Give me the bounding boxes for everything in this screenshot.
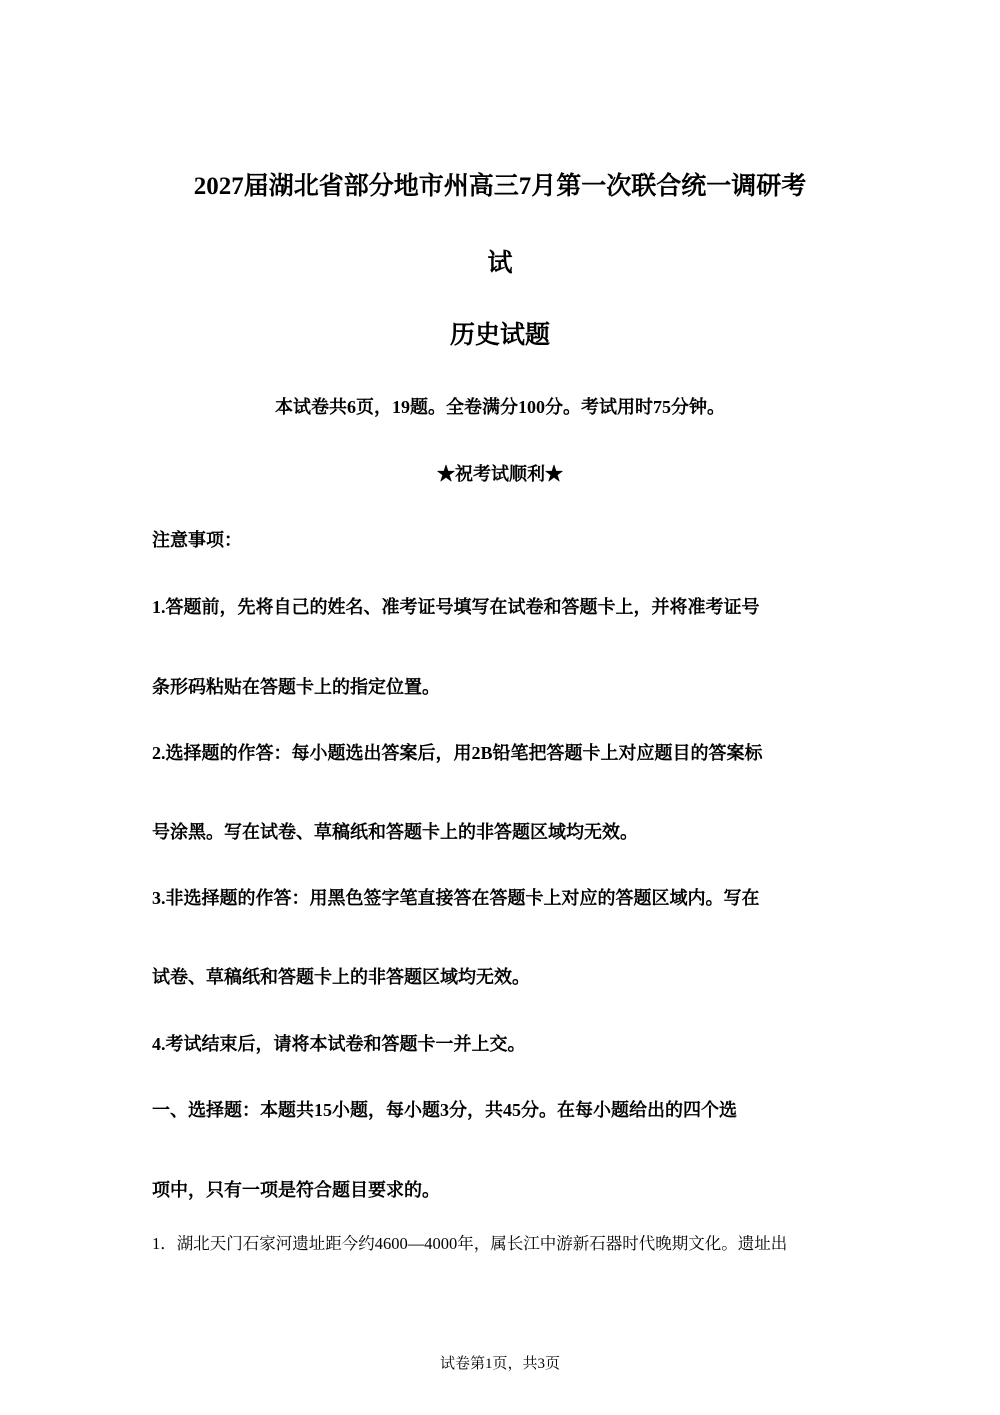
exam-title-line-2: 试: [487, 250, 513, 277]
notice-item-1-line-1: 1.答题前，先将自己的姓名、准考证号填写在试卷和答题卡上，并将准考证号: [152, 597, 760, 617]
question-1-line-1: 1．湖北天门石家河遗址距今约4600—4000年，属长江中游新石器时代晚期文化。遗址出: [152, 1234, 788, 1253]
exam-title-line-1: 2027届湖北省部分地市州高三7月第一次联合统一调研考: [193, 173, 807, 200]
section-1-heading-line-2: 项中，只有一项是符合题目要求的。: [152, 1180, 440, 1200]
exam-info: 本试卷共6页，19题。全卷满分100分。考试用时75分钟。: [275, 397, 725, 417]
notice-item-3-line-2: 试卷、草稿纸和答题卡上的非答题区域均无效。: [152, 967, 530, 987]
notice-item-4: 4.考试结束后，请将本试卷和答题卡一并上交。: [152, 1034, 526, 1054]
notice-item-1-line-2: 条形码粘贴在答题卡上的指定位置。: [152, 677, 440, 697]
section-1-heading-line-1: 一、选择题：本题共15小题，每小题3分，共45分。在每小题给出的四个选: [152, 1100, 737, 1120]
notice-item-2-line-2: 号涂黑。写在试卷、草稿纸和答题卡上的非答题区域均无效。: [152, 822, 638, 842]
notice-item-3-line-1: 3.非选择题的作答：用黑色签字笔直接答在答题卡上对应的答题区域内。写在: [152, 888, 760, 908]
notice-item-2-line-1: 2.选择题的作答：每小题选出答案后，用2B铅笔把答题卡上对应题目的答案标: [152, 743, 763, 763]
subject-title: 历史试题: [449, 322, 550, 349]
blessing-text: ★祝考试顺利★: [437, 464, 563, 484]
notice-heading: 注意事项：: [152, 530, 242, 550]
page-footer: 试卷第1页，共3页: [439, 1356, 560, 1372]
